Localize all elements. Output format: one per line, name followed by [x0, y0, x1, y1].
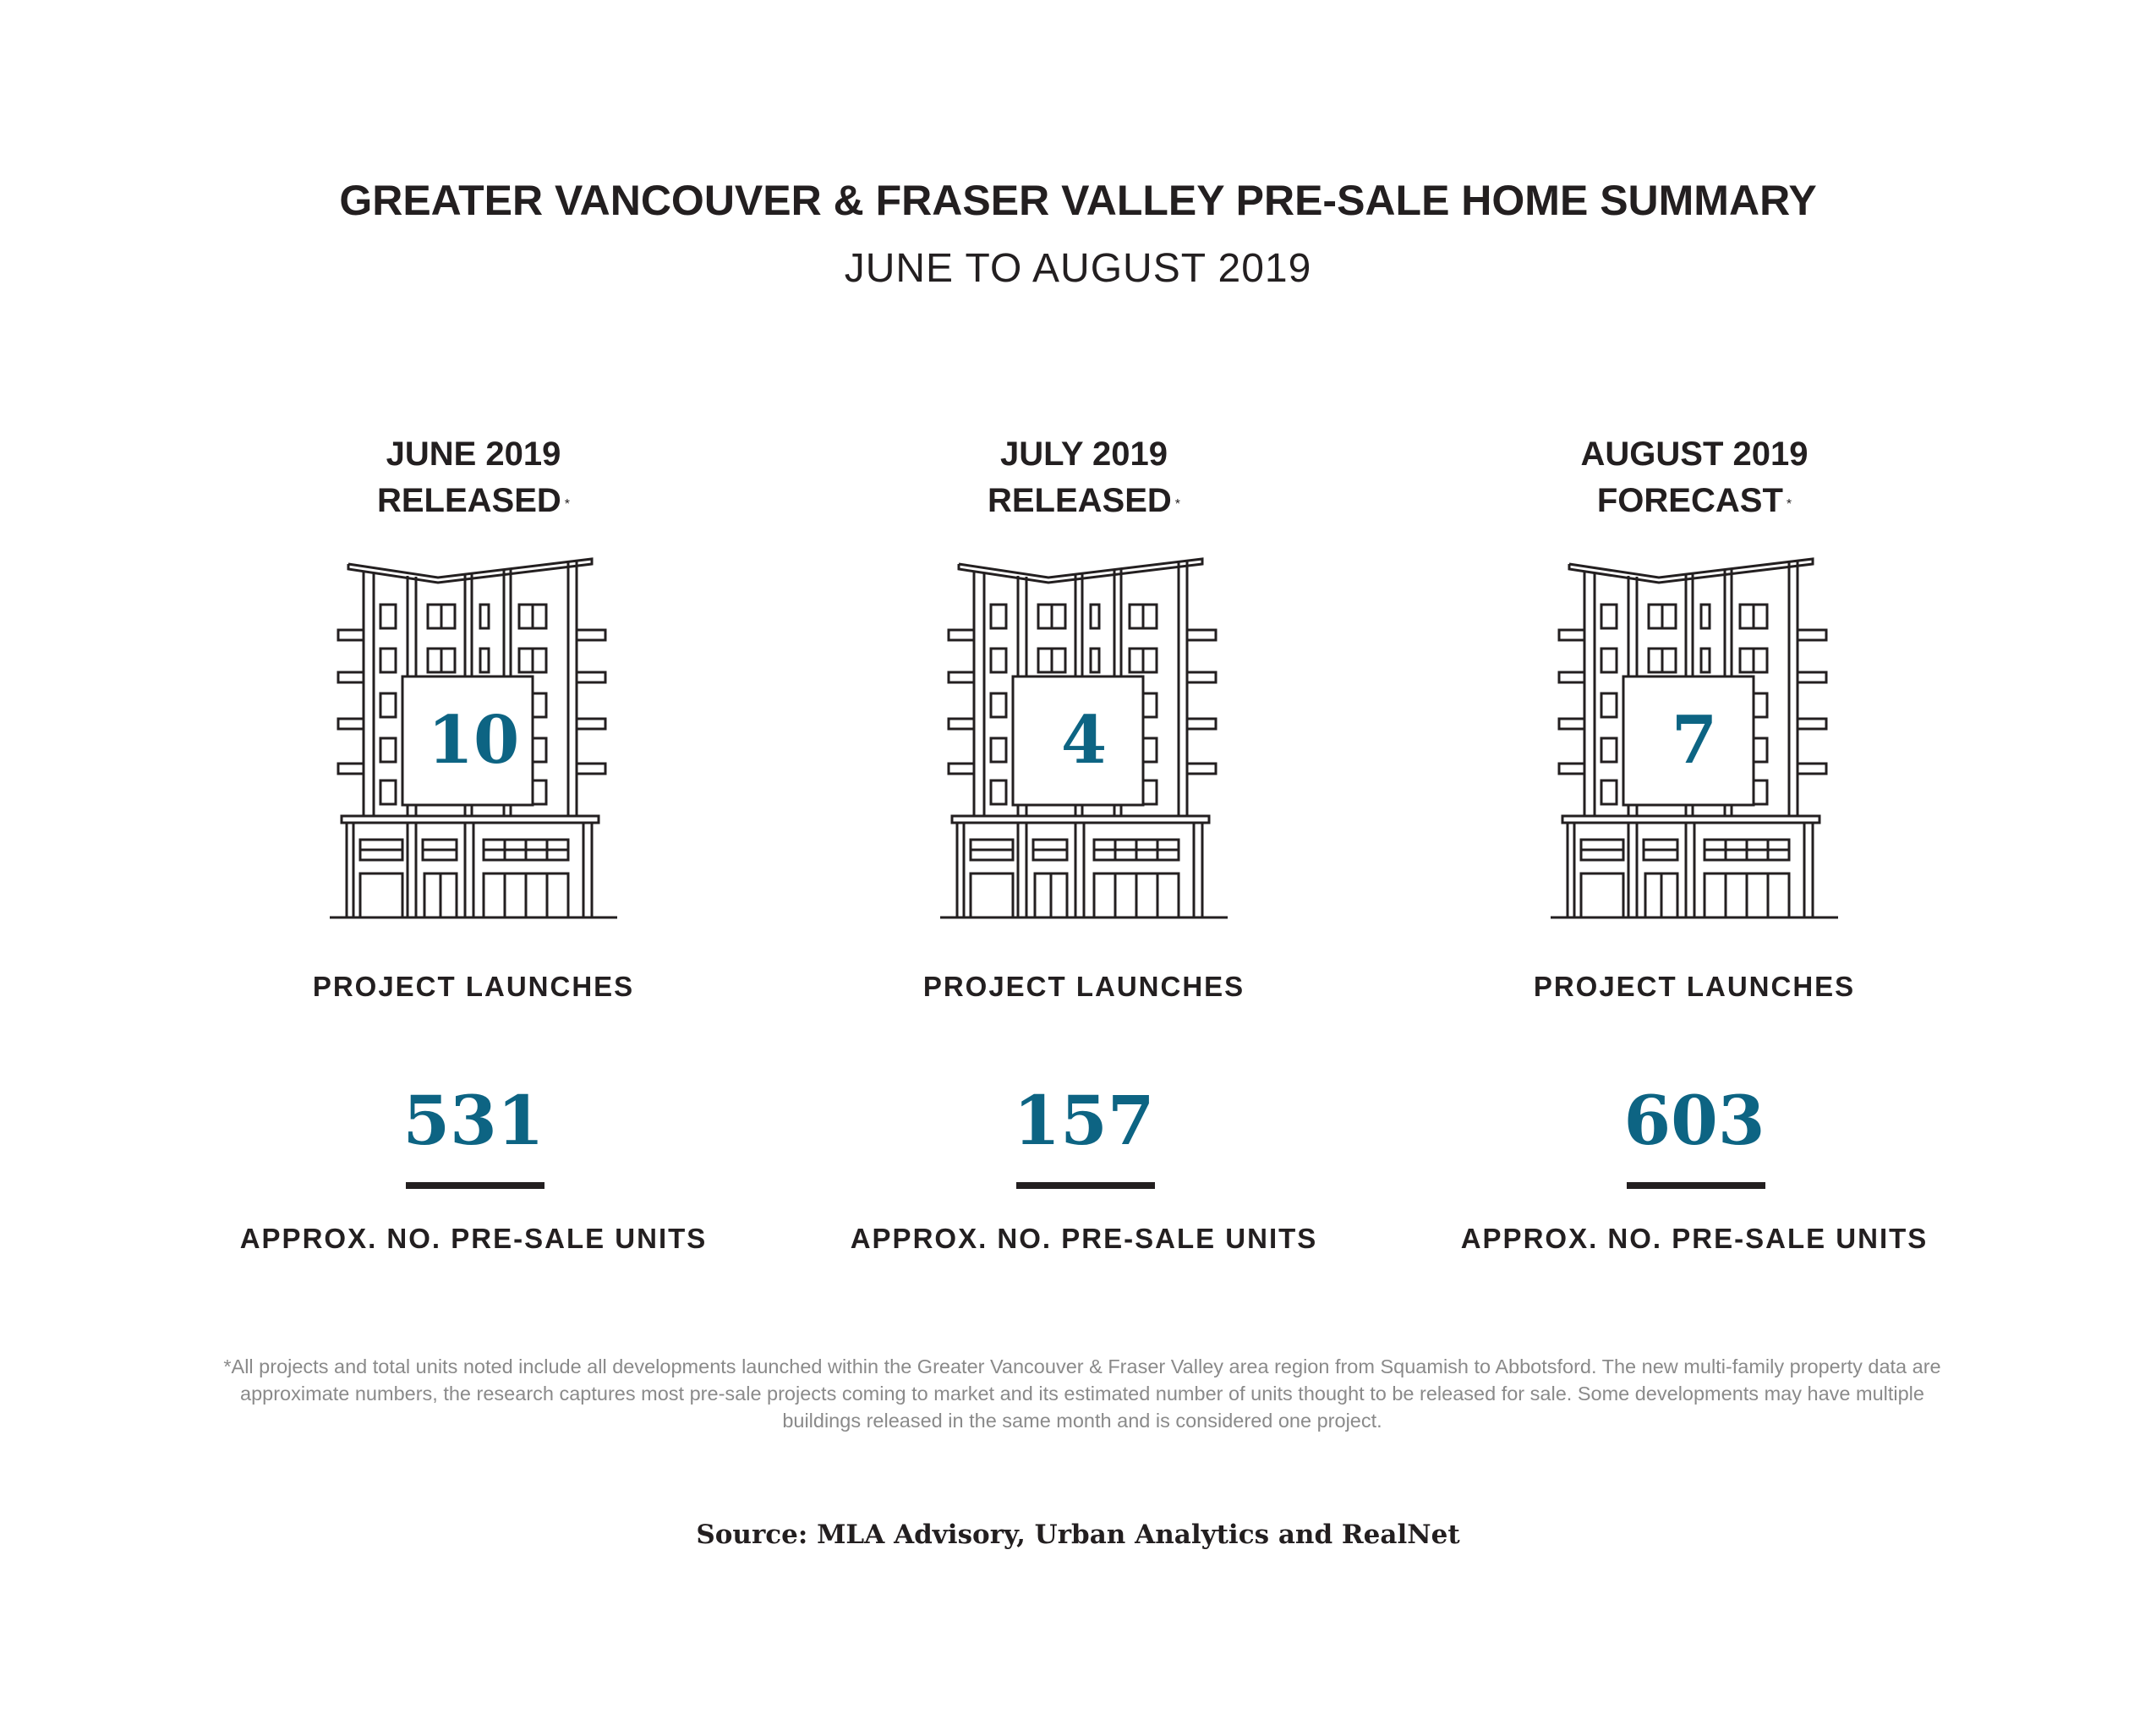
page-subtitle: JUNE TO AUGUST 2019	[844, 246, 1312, 291]
month-column-august	[1424, 0, 1965, 1725]
column-status: FORECAST	[1596, 482, 1783, 519]
column-status: RELEASED	[376, 482, 561, 519]
footnote: *All projects and total units noted include all developments launched within the Greater Vancouver & Fraser Valley area region from Squamish to Abbotsford. The new multi-family property data are approximate numbers, the research captures most pre-sale projects coming to market and its estimated number of units thought to be released for sale. Some developments may have multiple buildings released in the same month and is considered one project.	[223, 1355, 1941, 1432]
project-count: 10	[427, 702, 520, 779]
units-label: APPROX. NO. PRE-SALE UNITS	[1460, 1223, 1929, 1254]
launch-label: PROJECT LAUNCHES	[922, 971, 1245, 1002]
column-month: JULY 2019	[1000, 435, 1168, 473]
divider	[1016, 1182, 1155, 1189]
project-count: 4	[1060, 702, 1108, 779]
column-status: RELEASED	[987, 482, 1172, 519]
column-month: AUGUST 2019	[1580, 435, 1809, 473]
column-month: JUNE 2019	[386, 435, 561, 473]
units-label: APPROX. NO. PRE-SALE UNITS	[850, 1223, 1318, 1254]
units-label: APPROX. NO. PRE-SALE UNITS	[239, 1223, 708, 1254]
asterisk-marker: *	[1174, 497, 1181, 512]
column-heading	[813, 431, 1354, 524]
divider	[406, 1182, 544, 1189]
units-count: 157	[1013, 1081, 1155, 1160]
month-column-june	[203, 0, 744, 1725]
units-count: 531	[402, 1081, 544, 1160]
source-credit: Source: MLA Advisory, Urban Analytics and RealNet	[696, 1520, 1460, 1550]
month-column-july	[813, 0, 1354, 1725]
column-heading	[203, 431, 744, 524]
launch-label: PROJECT LAUNCHES	[312, 971, 635, 1002]
divider	[1627, 1182, 1765, 1189]
units-count: 603	[1623, 1081, 1765, 1160]
column-heading	[1424, 431, 1965, 524]
page-title: GREATER VANCOUVER & FRASER VALLEY PRE-SALE HOME SUMMARY	[339, 177, 1817, 224]
asterisk-marker: *	[1786, 497, 1792, 512]
project-count: 7	[1671, 702, 1718, 779]
launch-label: PROJECT LAUNCHES	[1533, 971, 1856, 1002]
asterisk-marker: *	[564, 497, 571, 512]
